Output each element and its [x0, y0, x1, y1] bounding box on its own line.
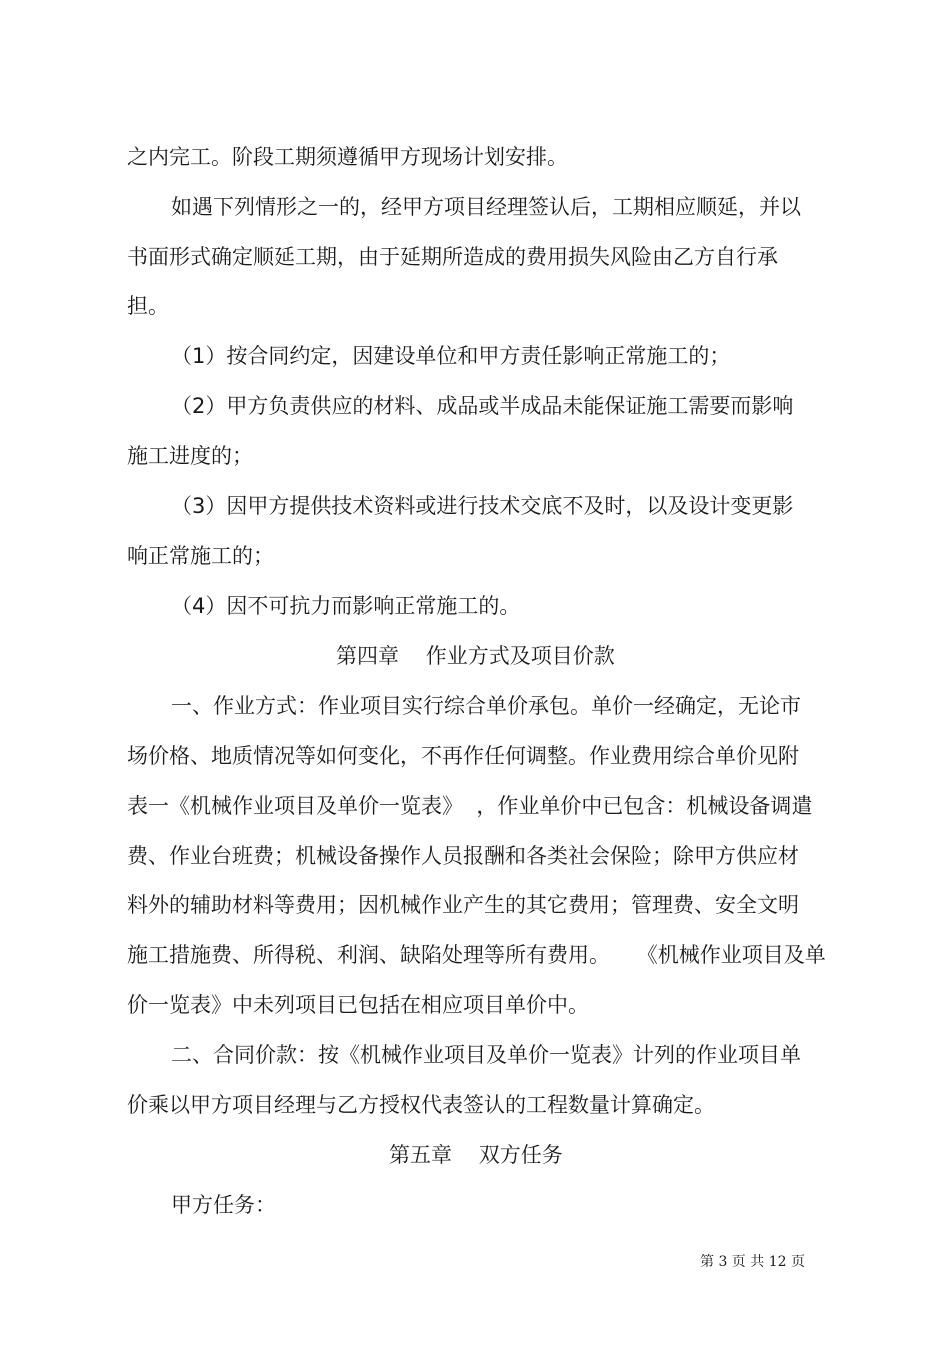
body-text-line: 施工措施费、所得税、利润、缺陷处理等所有费用。 《机械作业项目及单 [127, 943, 826, 967]
list-item-line: （3）因甲方提供技术资料或进行技术交底不及时，以及设计变更影 [171, 494, 794, 518]
body-text-line: 价一览表》中未列项目已包括在相应项目单价中。 [127, 993, 589, 1017]
body-text-line: 费、作业台班费；机械设备操作人员报酬和各类社会保险；除甲方供应材 [127, 844, 799, 868]
body-text-line: 担。 [127, 294, 169, 318]
chapter-heading: 第四章 作业方式及项目价款 [336, 644, 615, 668]
list-item-line: （2）甲方负责供应的材料、成品或半成品未能保证施工需要而影响 [171, 394, 794, 418]
body-text-line: 之内完工。阶段工期须遵循甲方现场计划安排。 [127, 145, 568, 169]
list-item-line: 施工进度的； [127, 444, 253, 468]
body-text-line: 价乘以甲方项目经理与乙方授权代表签认的工程数量计算确定。 [127, 1093, 715, 1117]
body-text-line: 书面形式确定顺延工期，由于延期所造成的费用损失风险由乙方自行承 [127, 245, 778, 269]
list-item-line: （4）因不可抗力而影响正常施工的。 [171, 594, 521, 618]
body-text-line: 二、合同价款：按《机械作业项目及单价一览表》计列的作业项目单 [171, 1043, 801, 1067]
body-text-line: 表一《机械作业项目及单价一览表》 ，作业单价中已包含：机械设备调遣 [127, 794, 813, 818]
body-text-line: 如遇下列情形之一的，经甲方项目经理签认后，工期相应顺延，并以 [171, 195, 801, 219]
body-text-line: 料外的辅助材料等费用；因机械作业产生的其它费用；管理费、安全文明 [127, 893, 799, 917]
body-text-line: 一、作业方式：作业项目实行综合单价承包。单价一经确定，无论市 [171, 694, 801, 718]
body-text-line: 甲方任务： [171, 1193, 276, 1217]
page-number: 第 3 页 共 12 页 [700, 1254, 805, 1270]
list-item-line: 响正常施工的； [127, 544, 274, 568]
chapter-heading: 第五章 双方任务 [389, 1143, 563, 1167]
body-text-line: 场价格、地质情况等如何变化，不再作任何调整。作业费用综合单价见附 [127, 744, 799, 768]
list-item-line: （1）按合同约定，因建设单位和甲方责任影响正常施工的； [171, 344, 731, 368]
